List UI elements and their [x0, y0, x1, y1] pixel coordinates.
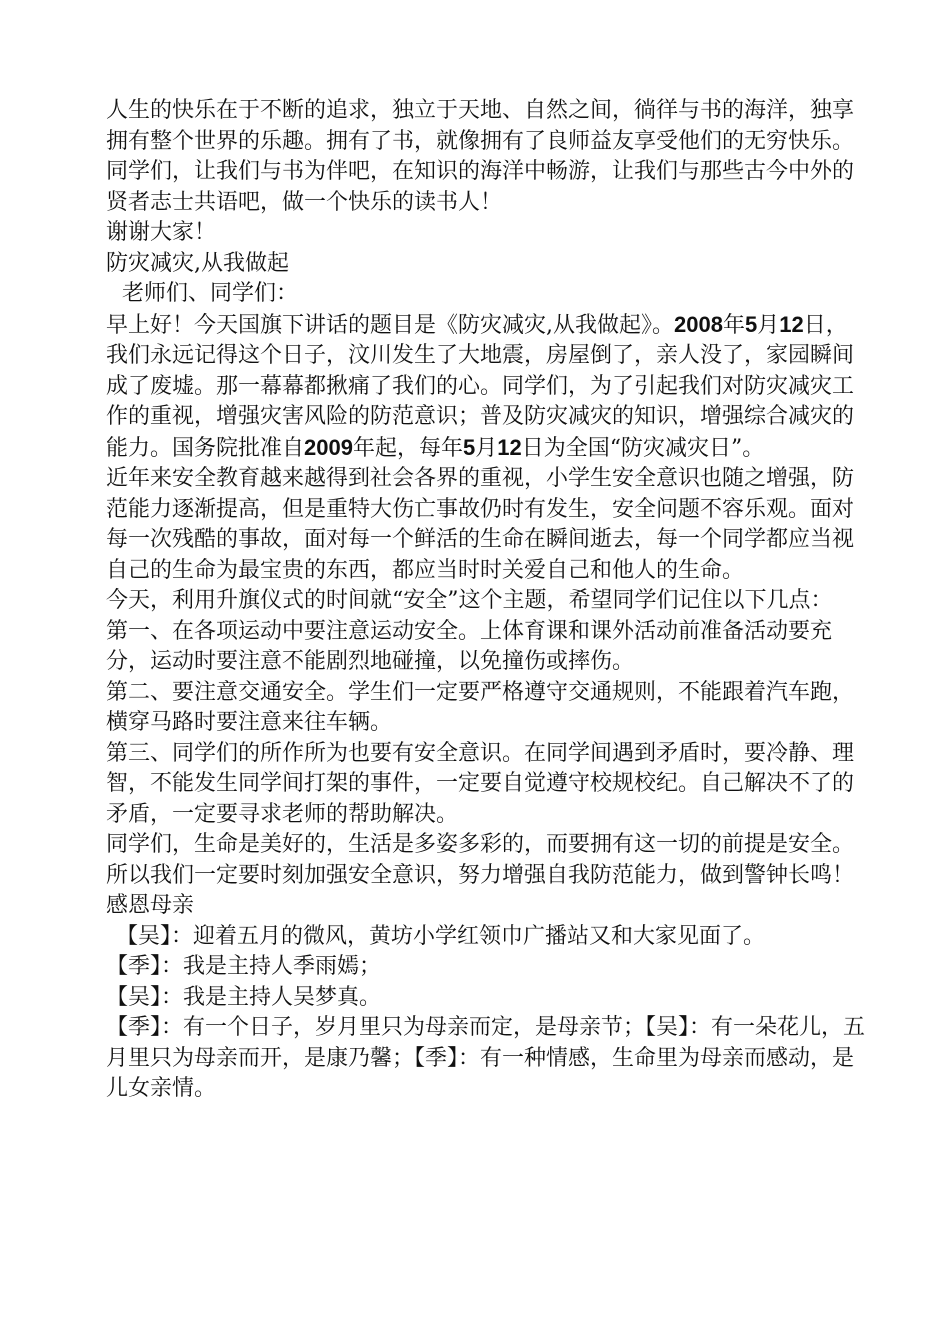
- greeting: 老师们、同学们：: [122, 281, 299, 306]
- year-2009: 2009: [304, 434, 353, 460]
- paragraph-speech-intro: [106, 310, 866, 465]
- month-5-second: 5: [462, 434, 476, 460]
- dialogue-text: ：我是主持人吴梦真。: [161, 984, 382, 1010]
- text-segment: 年: [722, 312, 745, 338]
- paragraph-point-two: 第二、要注意交通安全。学生们一定要严格遵守交通规则，不能跟着汽车跑，横穿马路时要注意来往车辆。: [106, 679, 855, 735]
- dialogue-text: ：我是主持人季雨嫣；: [161, 954, 382, 979]
- text-segment: 月: [475, 435, 498, 461]
- speaker-label: 【吴】: [116, 923, 172, 949]
- paragraph-reading-conclusion: 人生的快乐在于不断的追求，独立于天地、自然之间，徜徉与书的海洋，独享拥有整个世界的乐趣。拥有了书，就像拥有了良师益友享受他们的无穷快乐。同学们，让我们与书为伴吧，在知识的海洋中畅游，让我们与那些古今中外的贤者志士共语吧，做一个快乐的读书人！: [106, 98, 855, 215]
- dialogue-line: [106, 952, 866, 983]
- speaker-label: 【吴】: [106, 984, 162, 1010]
- month-5: 5: [744, 311, 758, 337]
- day-12: 12: [779, 311, 804, 337]
- text-segment: 年起，每年: [352, 435, 463, 461]
- dialogue-line: [106, 1013, 866, 1105]
- dialogue-line: [106, 922, 866, 953]
- dialogue-text: ：有一个日子，岁月里只为母亲而定，是母亲节；: [161, 1015, 646, 1040]
- paragraph-point-three: 第三、同学们的所作所为也要有安全意识。在同学间遇到矛盾时，要冷静、理智，不能发生同学间打架的事件，一定要自觉遵守校规校纪。自己解决不了的矛盾，一定要寻求老师的帮助解决。: [106, 740, 855, 827]
- day-12-second: 12: [497, 434, 522, 460]
- paragraph-point-one: 第一、在各项运动中要注意运动安全。上体育课和课外活动前准备活动要充分，运动时要注意不能剧烈地碰撞，以免撞伤或摔伤。: [106, 618, 833, 674]
- paragraph-thanks: 谢谢大家！: [106, 220, 217, 245]
- dialogue-text: ：有一朵花儿，五月里只为母亲而开，是康乃馨；: [106, 1015, 866, 1071]
- speaker-label: 【吴】: [645, 1015, 690, 1040]
- speaker-label: 【季】: [106, 954, 162, 979]
- dialogue-text: ：迎着五月的微风，黄坊小学红领巾广播站又和大家见面了。: [171, 923, 766, 949]
- text-segment: 早上好！今天国旗下讲话的题目是《防灾减灾,从我做起》。: [106, 312, 674, 338]
- paragraph-safety-education: 近年来安全教育越来越得到社会各界的重视，小学生安全意识也随之增强，防范能力逐渐提高，但是重特大伤亡事故仍时有发生，安全问题不容乐观。面对每一次残酷的事故，面对每一个鲜活的生命在瞬间逝去，每一个同学都应当视自己的生命为最宝贵的东西，都应当时时关爱自己和他人的生命。: [106, 466, 855, 583]
- dialogue-text: ：有一种情感，生命里为母亲而感动，是儿女亲情。: [106, 1045, 855, 1101]
- speaker-label: 【季】: [414, 1045, 459, 1071]
- text-segment: 日，我们永远记得这个日子，汶川发生了大地震，房屋倒了，亲人没了，家园瞬间成了废墟。那一幕幕都揪痛了我们的心。同学们，为了引起我们对防灾减灾工作的重视，增强灾害风险的防范意识；普及防灾减灾的知识，增强综合减灾的能力。国务院批准自: [106, 312, 855, 461]
- dialogue-line: [106, 983, 866, 1014]
- section-title-thank-mother: 感恩母亲: [106, 893, 195, 918]
- text-segment: 日为全国“防灾减灾日”。: [521, 435, 765, 461]
- document-page: [106, 96, 866, 1105]
- paragraph-safety-conclusion: 同学们，生命是美好的，生活是多姿多彩的，而要拥有这一切的前提是安全。所以我们一定要时刻加强安全意识，努力增强自我防范能力，做到警钟长鸣！: [106, 832, 855, 888]
- text-segment: 月: [757, 312, 780, 338]
- section-title-disaster-prevention: 防灾减灾,从我做起: [106, 250, 289, 276]
- speaker-label: 【季】: [106, 1015, 162, 1040]
- paragraph-safety-points-intro: 今天，利用升旗仪式的时间就“安全”这个主题，希望同学们记住以下几点：: [106, 588, 833, 613]
- year-2008: 2008: [674, 311, 723, 337]
